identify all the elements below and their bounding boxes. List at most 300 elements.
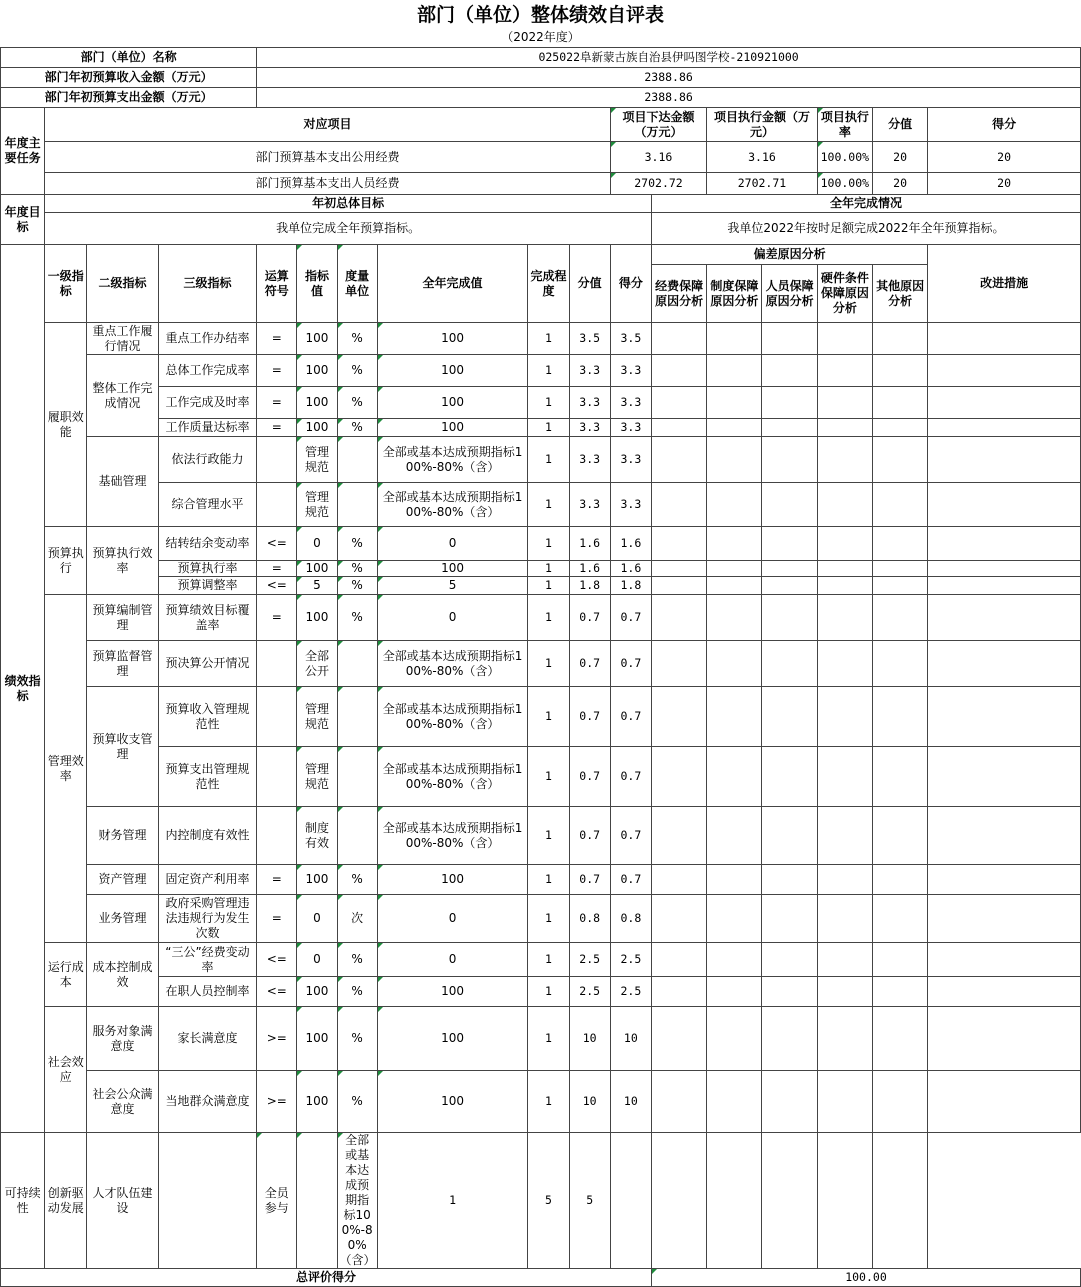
level3-indicator: 结转结余变动率 bbox=[158, 527, 256, 561]
operator-cell bbox=[257, 747, 297, 807]
score-cell: 0.7 bbox=[610, 807, 651, 865]
tasks-project-header: 对应项目 bbox=[45, 108, 611, 142]
score-cell: 3.3 bbox=[610, 355, 651, 387]
perf-target-header: 指标值 bbox=[297, 245, 337, 323]
degree-cell: 1 bbox=[528, 807, 569, 865]
dev-system-cell bbox=[707, 747, 762, 807]
score-value-cell: 0.7 bbox=[569, 865, 610, 895]
dev-funding-cell bbox=[651, 577, 706, 595]
dev-funding-cell bbox=[651, 943, 706, 977]
dev-system-cell bbox=[707, 807, 762, 865]
target-cell: 100 bbox=[297, 355, 337, 387]
target-cell: 全部公开 bbox=[297, 641, 337, 687]
dev-other-cell bbox=[872, 895, 927, 943]
perf-operator-header: 运算符号 bbox=[257, 245, 297, 323]
dept-expense-value: 2388.86 bbox=[257, 88, 1081, 108]
score-value-cell: 0.7 bbox=[569, 747, 610, 807]
score-cell: 2.5 bbox=[610, 977, 651, 1007]
operator-cell bbox=[257, 437, 297, 483]
level3-indicator: 当地群众满意度 bbox=[158, 1071, 256, 1133]
dev-other-cell bbox=[872, 387, 927, 419]
dev-hardware-cell bbox=[817, 865, 872, 895]
task-row bbox=[1, 142, 1081, 173]
operator-cell bbox=[257, 483, 297, 527]
task-project: 部门预算基本支出公用经费 bbox=[45, 142, 611, 173]
dev-hardware-cell bbox=[817, 641, 872, 687]
score-value-cell: 3.3 bbox=[569, 437, 610, 483]
dev-system-cell bbox=[707, 865, 762, 895]
dev-staff-cell bbox=[762, 641, 817, 687]
unit-cell: % bbox=[337, 977, 377, 1007]
target-cell: 100 bbox=[297, 387, 337, 419]
target-cell: 管理规范 bbox=[297, 747, 337, 807]
degree-cell: 1 bbox=[528, 1071, 569, 1133]
improve-cell bbox=[928, 387, 1081, 419]
dev-staff-cell bbox=[762, 865, 817, 895]
dev-staff-cell bbox=[762, 807, 817, 865]
score-cell: 3.3 bbox=[610, 419, 651, 437]
actual-cell: 全部或基本达成预期指标100%-80%（含） bbox=[377, 687, 528, 747]
task-issued: 2702.72 bbox=[610, 173, 706, 195]
degree-cell: 1 bbox=[528, 595, 569, 641]
degree-cell: 1 bbox=[528, 355, 569, 387]
dev-funding-cell bbox=[651, 483, 706, 527]
target-cell: 管理规范 bbox=[297, 437, 337, 483]
target-cell: 0 bbox=[297, 527, 337, 561]
level3-indicator: 人才队伍建设 bbox=[87, 1133, 158, 1269]
dev-hardware-cell bbox=[817, 747, 872, 807]
dev-hardware-cell bbox=[817, 323, 872, 355]
unit-cell: % bbox=[337, 577, 377, 595]
degree-cell: 1 bbox=[528, 419, 569, 437]
task-issued: 3.16 bbox=[610, 142, 706, 173]
actual-cell: 100 bbox=[377, 1007, 528, 1071]
improve-cell bbox=[928, 641, 1081, 687]
indicator-row bbox=[1, 323, 1081, 355]
indicator-row bbox=[1, 807, 1081, 865]
score-cell: 3.3 bbox=[610, 483, 651, 527]
level1-indicator: 预算执行 bbox=[45, 527, 87, 595]
target-cell: 5 bbox=[297, 577, 337, 595]
dev-other-header: 其他原因分析 bbox=[872, 265, 927, 323]
actual-cell: 100 bbox=[377, 419, 528, 437]
dev-hardware-cell bbox=[817, 807, 872, 865]
form-year: （2022年度） bbox=[501, 30, 580, 44]
operator-cell: <= bbox=[257, 977, 297, 1007]
degree-cell: 1 bbox=[528, 687, 569, 747]
dev-staff-cell bbox=[707, 1133, 762, 1269]
score-cell: 0.7 bbox=[610, 865, 651, 895]
score-value-cell: 5 bbox=[528, 1133, 569, 1269]
dev-funding-cell bbox=[651, 895, 706, 943]
degree-cell: 1 bbox=[528, 895, 569, 943]
score-cell: 3.3 bbox=[610, 387, 651, 419]
indicator-row bbox=[1, 865, 1081, 895]
dev-staff-cell bbox=[762, 977, 817, 1007]
dept-name-row bbox=[1, 48, 1081, 68]
score-cell: 1.6 bbox=[610, 561, 651, 577]
dev-staff-cell bbox=[762, 419, 817, 437]
indicator-row bbox=[1, 387, 1081, 419]
dev-hardware-cell bbox=[762, 1133, 817, 1269]
improve-cell bbox=[928, 483, 1081, 527]
dev-other-cell bbox=[872, 865, 927, 895]
improve-cell bbox=[928, 943, 1081, 977]
dev-other-cell bbox=[872, 807, 927, 865]
task-executed: 2702.71 bbox=[707, 173, 818, 195]
level2-indicator: 服务对象满意度 bbox=[87, 1007, 158, 1071]
score-cell: 0.8 bbox=[610, 895, 651, 943]
dev-hardware-cell bbox=[817, 419, 872, 437]
degree-cell: 1 bbox=[528, 865, 569, 895]
improve-cell bbox=[928, 977, 1081, 1007]
perf-degree-header: 完成程度 bbox=[528, 245, 569, 323]
unit-cell: % bbox=[337, 419, 377, 437]
perf-header-row bbox=[1, 245, 1081, 265]
actual-cell: 全部或基本达成预期指标100%-80%（含） bbox=[377, 437, 528, 483]
level1-indicator: 管理效率 bbox=[45, 595, 87, 943]
operator-cell bbox=[158, 1133, 256, 1269]
operator-cell: <= bbox=[257, 943, 297, 977]
score-value-cell: 1.6 bbox=[569, 527, 610, 561]
level2-indicator: 资产管理 bbox=[87, 865, 158, 895]
score-value-cell: 1.8 bbox=[569, 577, 610, 595]
degree-cell: 1 bbox=[528, 577, 569, 595]
perf-side-label: 绩效指标 bbox=[1, 245, 45, 1133]
actual-cell: 100 bbox=[377, 1071, 528, 1133]
dev-other-cell bbox=[872, 527, 927, 561]
perf-score-header: 得分 bbox=[610, 245, 651, 323]
score-cell: 0.7 bbox=[610, 747, 651, 807]
degree-cell: 1 bbox=[528, 483, 569, 527]
improve-cell bbox=[928, 1007, 1081, 1071]
dept-income-value: 2388.86 bbox=[257, 68, 1081, 88]
dev-funding-cell bbox=[651, 355, 706, 387]
dev-staff-cell bbox=[762, 355, 817, 387]
dev-funding-cell bbox=[610, 1133, 651, 1269]
score-cell: 10 bbox=[610, 1071, 651, 1133]
dev-funding-header: 经费保障原因分析 bbox=[651, 265, 706, 323]
dev-hardware-cell bbox=[817, 437, 872, 483]
actual-cell: 全部或基本达成预期指标100%-80%（含） bbox=[377, 483, 528, 527]
task-score-value: 20 bbox=[872, 173, 927, 195]
score-cell: 10 bbox=[610, 1007, 651, 1071]
dev-staff-cell bbox=[762, 687, 817, 747]
task-rate: 100.00% bbox=[817, 142, 872, 173]
level3-indicator: 依法行政能力 bbox=[158, 437, 256, 483]
level3-indicator: 预决算公开情况 bbox=[158, 641, 256, 687]
dev-system-cell bbox=[651, 1133, 706, 1269]
improve-cell bbox=[928, 595, 1081, 641]
level2-indicator: 整体工作完成情况 bbox=[87, 355, 158, 437]
improve-cell bbox=[928, 419, 1081, 437]
indicator-row bbox=[1, 1133, 1081, 1269]
goals-header-row bbox=[1, 195, 1081, 213]
degree-cell: 1 bbox=[528, 943, 569, 977]
operator-cell: <= bbox=[257, 527, 297, 561]
degree-cell: 1 bbox=[528, 1007, 569, 1071]
level2-indicator: 业务管理 bbox=[87, 895, 158, 943]
dev-system-cell bbox=[707, 355, 762, 387]
degree-cell: 1 bbox=[528, 323, 569, 355]
improve-cell bbox=[928, 687, 1081, 747]
operator-cell: = bbox=[257, 895, 297, 943]
dev-hardware-cell bbox=[817, 595, 872, 641]
score-cell: 0.7 bbox=[610, 641, 651, 687]
score-value-cell: 10 bbox=[569, 1007, 610, 1071]
actual-cell: 100 bbox=[377, 387, 528, 419]
level3-indicator: 预算支出管理规范性 bbox=[158, 747, 256, 807]
actual-cell: 0 bbox=[377, 895, 528, 943]
dept-expense-label: 部门年初预算支出金额（万元） bbox=[1, 88, 257, 108]
level2-indicator: 重点工作履行情况 bbox=[87, 323, 158, 355]
dev-other-cell bbox=[872, 641, 927, 687]
actual-cell: 0 bbox=[377, 943, 528, 977]
dev-other-cell bbox=[872, 595, 927, 641]
dev-funding-cell bbox=[651, 865, 706, 895]
dev-system-cell bbox=[707, 561, 762, 577]
improve-cell bbox=[872, 1133, 927, 1269]
dev-hardware-cell bbox=[817, 577, 872, 595]
perf-unit-header: 度量单位 bbox=[337, 245, 377, 323]
dev-hardware-cell bbox=[817, 527, 872, 561]
actual-cell: 100 bbox=[377, 865, 528, 895]
perf-score-value-header: 分值 bbox=[569, 245, 610, 323]
dev-staff-cell bbox=[762, 527, 817, 561]
unit-cell: % bbox=[337, 387, 377, 419]
indicator-row bbox=[1, 419, 1081, 437]
unit-cell: % bbox=[337, 943, 377, 977]
score-value-cell: 2.5 bbox=[569, 977, 610, 1007]
dev-system-cell bbox=[707, 419, 762, 437]
unit-cell: % bbox=[337, 865, 377, 895]
level3-indicator: 政府采购管理违法违规行为发生次数 bbox=[158, 895, 256, 943]
actual-cell: 0 bbox=[377, 527, 528, 561]
dept-name-label: 部门（单位）名称 bbox=[1, 48, 257, 68]
dev-hardware-cell bbox=[817, 895, 872, 943]
indicator-row bbox=[1, 747, 1081, 807]
indicator-row bbox=[1, 687, 1081, 747]
dev-funding-cell bbox=[651, 977, 706, 1007]
dev-system-cell bbox=[707, 977, 762, 1007]
unit-cell bbox=[337, 807, 377, 865]
target-cell: 100 bbox=[297, 595, 337, 641]
score-value-cell: 1.6 bbox=[569, 561, 610, 577]
actual-cell: 100 bbox=[377, 977, 528, 1007]
tasks-score-value-header: 分值 bbox=[872, 108, 927, 142]
unit-cell: % bbox=[337, 561, 377, 577]
tasks-score-header: 得分 bbox=[928, 108, 1081, 142]
level2-indicator: 预算执行效率 bbox=[87, 527, 158, 595]
dev-other-cell bbox=[872, 437, 927, 483]
score-value-cell: 0.7 bbox=[569, 687, 610, 747]
improve-cell bbox=[928, 577, 1081, 595]
goals-side-label: 年度目标 bbox=[1, 195, 45, 245]
indicator-row bbox=[1, 943, 1081, 977]
total-value: 100.00 bbox=[651, 1269, 1080, 1287]
unit-cell: % bbox=[337, 595, 377, 641]
goals-completion-header: 全年完成情况 bbox=[651, 195, 1080, 213]
indicator-row bbox=[1, 595, 1081, 641]
unit-cell bbox=[337, 483, 377, 527]
improve-cell bbox=[928, 527, 1081, 561]
operator-cell: = bbox=[257, 419, 297, 437]
level2-indicator: 预算收支管理 bbox=[87, 687, 158, 807]
target-cell: 100 bbox=[297, 419, 337, 437]
degree-cell: 1 bbox=[528, 437, 569, 483]
indicator-row bbox=[1, 577, 1081, 595]
level3-indicator: 固定资产利用率 bbox=[158, 865, 256, 895]
score-cell: 3.5 bbox=[610, 323, 651, 355]
dept-income-label: 部门年初预算收入金额（万元） bbox=[1, 68, 257, 88]
score-value-cell: 3.3 bbox=[569, 355, 610, 387]
score-value-cell: 2.5 bbox=[569, 943, 610, 977]
form-title: 部门（单位）整体绩效自评表 bbox=[416, 4, 664, 26]
unit-cell: % bbox=[337, 323, 377, 355]
goals-initial-text: 我单位完成全年预算指标。 bbox=[45, 213, 652, 245]
indicator-row bbox=[1, 1071, 1081, 1133]
dev-other-cell bbox=[872, 355, 927, 387]
level2-indicator: 基础管理 bbox=[87, 437, 158, 527]
dev-funding-cell bbox=[651, 687, 706, 747]
score-value-cell: 3.3 bbox=[569, 419, 610, 437]
dev-hardware-cell bbox=[817, 561, 872, 577]
degree-cell: 1 bbox=[528, 641, 569, 687]
target-cell: 100 bbox=[297, 1071, 337, 1133]
dev-system-header: 制度保障原因分析 bbox=[707, 265, 762, 323]
unit-cell bbox=[337, 641, 377, 687]
operator-cell: = bbox=[257, 387, 297, 419]
score-value-cell: 10 bbox=[569, 1071, 610, 1133]
actual-cell: 全部或基本达成预期指标100%-80%（含） bbox=[337, 1133, 377, 1269]
improve-cell bbox=[928, 355, 1081, 387]
perf-level1-header: 一级指标 bbox=[45, 245, 87, 323]
target-cell: 全员参与 bbox=[257, 1133, 297, 1269]
dev-system-cell bbox=[707, 641, 762, 687]
dev-staff-cell bbox=[762, 323, 817, 355]
dev-other-cell bbox=[872, 977, 927, 1007]
degree-cell: 1 bbox=[528, 977, 569, 1007]
unit-cell: % bbox=[337, 1071, 377, 1133]
dev-other-cell bbox=[872, 561, 927, 577]
operator-cell bbox=[257, 641, 297, 687]
indicator-row bbox=[1, 977, 1081, 1007]
task-project: 部门预算基本支出人员经费 bbox=[45, 173, 611, 195]
operator-cell bbox=[257, 687, 297, 747]
dev-funding-cell bbox=[651, 437, 706, 483]
evaluation-table bbox=[0, 47, 1081, 1287]
dev-staff-cell bbox=[762, 561, 817, 577]
actual-cell: 5 bbox=[377, 577, 528, 595]
improve-cell bbox=[928, 1071, 1081, 1133]
level3-indicator: 总体工作完成率 bbox=[158, 355, 256, 387]
dev-hardware-header: 硬件条件保障原因分析 bbox=[817, 265, 872, 323]
dev-other-cell bbox=[872, 419, 927, 437]
unit-cell bbox=[337, 747, 377, 807]
perf-actual-header: 全年完成值 bbox=[377, 245, 528, 323]
dev-system-cell bbox=[707, 687, 762, 747]
operator-cell: = bbox=[257, 865, 297, 895]
perf-level2-header: 二级指标 bbox=[87, 245, 158, 323]
level3-indicator: 在职人员控制率 bbox=[158, 977, 256, 1007]
dev-staff-cell bbox=[762, 895, 817, 943]
dev-staff-cell bbox=[762, 437, 817, 483]
tasks-side-label: 年度主要任务 bbox=[1, 108, 45, 195]
dev-system-cell bbox=[707, 595, 762, 641]
goals-completion-text: 我单位2022年按时足额完成2022年全年预算指标。 bbox=[651, 213, 1080, 245]
actual-cell: 全部或基本达成预期指标100%-80%（含） bbox=[377, 807, 528, 865]
indicator-row bbox=[1, 437, 1081, 483]
degree-cell: 1 bbox=[528, 527, 569, 561]
level2-indicator: 社会公众满意度 bbox=[87, 1071, 158, 1133]
tasks-executed-header: 项目执行金额（万元） bbox=[707, 108, 818, 142]
improve-cell bbox=[928, 895, 1081, 943]
dev-staff-cell bbox=[762, 387, 817, 419]
target-cell: 100 bbox=[297, 561, 337, 577]
total-row bbox=[1, 1269, 1081, 1287]
indicator-row bbox=[1, 355, 1081, 387]
actual-cell: 100 bbox=[377, 323, 528, 355]
unit-cell: % bbox=[337, 1007, 377, 1071]
dev-hardware-cell bbox=[817, 387, 872, 419]
score-cell: 1.8 bbox=[610, 577, 651, 595]
dev-hardware-cell bbox=[817, 943, 872, 977]
actual-cell: 全部或基本达成预期指标100%-80%（含） bbox=[377, 747, 528, 807]
perf-improve-header: 改进措施 bbox=[928, 245, 1081, 323]
improve-cell bbox=[928, 865, 1081, 895]
target-cell: 100 bbox=[297, 323, 337, 355]
improve-cell bbox=[928, 807, 1081, 865]
dev-funding-cell bbox=[651, 807, 706, 865]
operator-cell: >= bbox=[257, 1007, 297, 1071]
dept-expense-row bbox=[1, 88, 1081, 108]
degree-cell: 1 bbox=[528, 561, 569, 577]
task-score: 20 bbox=[928, 142, 1081, 173]
dev-staff-header: 人员保障原因分析 bbox=[762, 265, 817, 323]
dev-funding-cell bbox=[651, 387, 706, 419]
dev-funding-cell bbox=[651, 595, 706, 641]
score-cell: 1.6 bbox=[610, 527, 651, 561]
dev-funding-cell bbox=[651, 1007, 706, 1071]
actual-cell: 100 bbox=[377, 561, 528, 577]
dev-other-cell bbox=[872, 577, 927, 595]
dept-name-value: 025022阜新蒙古族自治县伊吗图学校-210921000 bbox=[257, 48, 1081, 68]
dev-funding-cell bbox=[651, 527, 706, 561]
dev-funding-cell bbox=[651, 419, 706, 437]
dev-system-cell bbox=[707, 1007, 762, 1071]
operator-cell: = bbox=[257, 595, 297, 641]
level3-indicator: 预算执行率 bbox=[158, 561, 256, 577]
dev-other-cell bbox=[872, 747, 927, 807]
operator-cell: = bbox=[257, 355, 297, 387]
score-cell: 0.7 bbox=[610, 687, 651, 747]
indicator-row bbox=[1, 527, 1081, 561]
level2-indicator: 预算编制管理 bbox=[87, 595, 158, 641]
dev-other-cell bbox=[817, 1133, 872, 1269]
task-executed: 3.16 bbox=[707, 142, 818, 173]
level2-indicator: 创新驱动发展 bbox=[45, 1133, 87, 1269]
level1-indicator: 可持续性 bbox=[1, 1133, 45, 1269]
target-cell: 100 bbox=[297, 865, 337, 895]
score-value-cell: 0.7 bbox=[569, 595, 610, 641]
perf-deviation-header: 偏差原因分析 bbox=[651, 245, 927, 265]
operator-cell bbox=[257, 807, 297, 865]
dev-system-cell bbox=[707, 943, 762, 977]
dev-other-cell bbox=[872, 943, 927, 977]
level3-indicator: 综合管理水平 bbox=[158, 483, 256, 527]
level2-indicator: 成本控制成效 bbox=[87, 943, 158, 1007]
dev-system-cell bbox=[707, 1071, 762, 1133]
